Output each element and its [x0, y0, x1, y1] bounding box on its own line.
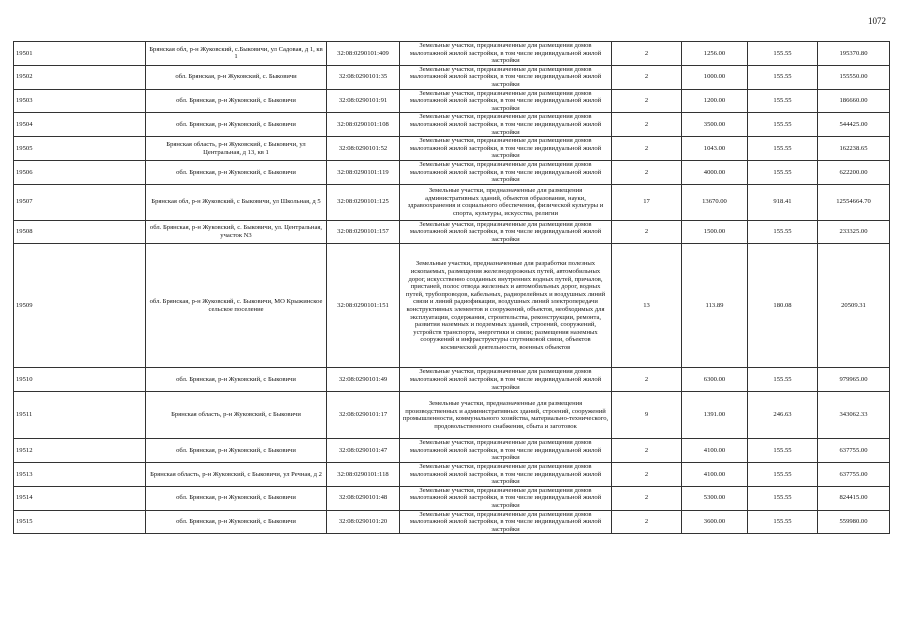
category-cell: 2 — [612, 486, 682, 510]
area-cell: 4000.00 — [682, 160, 748, 184]
area-cell: 13670.00 — [682, 184, 748, 220]
specific-value-cell: 155.55 — [748, 65, 818, 89]
cadastral-value-cell: 20509.31 — [818, 244, 890, 368]
address-cell: обл. Брянская, р-н Жуковский, с Быковичи — [146, 439, 327, 463]
table-row — [14, 244, 890, 368]
cadastral-number-cell: 32:08:0290101:409 — [327, 42, 400, 66]
land-use-description-cell: Земельные участки, предназначенные для размещения административных зданий, объектов образования, науки, здравоохранения и социального обеспечения, физической культуры и спорта, культуры, искусства, религии — [400, 184, 612, 220]
row-number: 19511 — [14, 392, 146, 439]
table-row — [14, 113, 890, 137]
area-cell: 6300.00 — [682, 368, 748, 392]
cadastral-number-cell: 32:08:0290101:157 — [327, 220, 400, 244]
address-cell: Брянская область, р-н Жуковский, с Быковичи, ул Речная, д 2 — [146, 463, 327, 487]
area-cell: 3500.00 — [682, 113, 748, 137]
specific-value-cell: 155.55 — [748, 510, 818, 534]
cadastral-number-cell: 32:08:0290101:91 — [327, 89, 400, 113]
address-cell: обл. Брянская, р-н Жуковский, с Быковичи — [146, 89, 327, 113]
land-use-description-cell: Земельные участки, предназначенные для размещения домов малоэтажной жилой застройки, в том числе индивидуальной жилой застройки — [400, 42, 612, 66]
category-cell: 2 — [612, 368, 682, 392]
row-number: 19512 — [14, 439, 146, 463]
cadastral-number-cell: 32:08:0290101:35 — [327, 65, 400, 89]
cadastral-number-cell: 32:08:0290101:119 — [327, 160, 400, 184]
area-cell: 1391.00 — [682, 392, 748, 439]
row-number: 19501 — [14, 42, 146, 66]
area-cell: 4100.00 — [682, 463, 748, 487]
land-use-description-cell: Земельные участки, предназначенные для размещения домов малоэтажной жилой застройки, в том числе индивидуальной жилой застройки — [400, 510, 612, 534]
row-number: 19502 — [14, 65, 146, 89]
specific-value-cell: 155.55 — [748, 160, 818, 184]
land-use-description-cell: Земельные участки, предназначенные для размещения домов малоэтажной жилой застройки, в том числе индивидуальной жилой застройки — [400, 113, 612, 137]
specific-value-cell: 155.55 — [748, 486, 818, 510]
area-cell: 1200.00 — [682, 89, 748, 113]
cadastral-value-cell: 637755.00 — [818, 463, 890, 487]
table-row — [14, 463, 890, 487]
address-cell: обл. Брянская, р-н Жуковский, с Быковичи — [146, 510, 327, 534]
cadastral-number-cell: 32:08:0290101:52 — [327, 137, 400, 161]
category-cell: 2 — [612, 439, 682, 463]
cadastral-number-cell: 32:08:0290101:108 — [327, 113, 400, 137]
land-use-description-cell: Земельные участки, предназначенные для размещения домов малоэтажной жилой застройки, в том числе индивидуальной жилой застройки — [400, 486, 612, 510]
table-row — [14, 392, 890, 439]
category-cell: 9 — [612, 392, 682, 439]
row-number: 19510 — [14, 368, 146, 392]
address-cell: обл. Брянская, р-н Жуковский, с. Быковичи, МО Крыжинское сельское поселение — [146, 244, 327, 368]
specific-value-cell: 246.63 — [748, 392, 818, 439]
specific-value-cell: 155.55 — [748, 42, 818, 66]
category-cell: 17 — [612, 184, 682, 220]
cadastral-number-cell: 32:08:0290101:47 — [327, 439, 400, 463]
specific-value-cell: 155.55 — [748, 89, 818, 113]
cadastral-value-cell: 979965.00 — [818, 368, 890, 392]
address-cell: обл. Брянская, р-н Жуковский, с Быковичи — [146, 486, 327, 510]
cadastral-number-cell: 32:08:0290101:20 — [327, 510, 400, 534]
cadastral-value-cell: 233325.00 — [818, 220, 890, 244]
cadastral-value-cell: 343062.33 — [818, 392, 890, 439]
cadastral-number-cell: 32:08:0290101:125 — [327, 184, 400, 220]
land-registry-table — [13, 41, 890, 534]
specific-value-cell: 155.55 — [748, 113, 818, 137]
cadastral-value-cell: 559980.00 — [818, 510, 890, 534]
row-number: 19505 — [14, 137, 146, 161]
land-use-description-cell: Земельные участки, предназначенные для размещения производственных и административных зданий, строений, сооружений промышленности, коммунального хозяйства, материально-технического, продовольственного снабжения, сбыта и заготовок — [400, 392, 612, 439]
category-cell: 2 — [612, 137, 682, 161]
page-number: 1072 — [868, 16, 886, 26]
category-cell: 2 — [612, 220, 682, 244]
cadastral-value-cell: 637755.00 — [818, 439, 890, 463]
specific-value-cell: 155.55 — [748, 137, 818, 161]
table-row — [14, 486, 890, 510]
area-cell: 1000.00 — [682, 65, 748, 89]
table-row — [14, 160, 890, 184]
land-use-description-cell: Земельные участки, предназначенные для размещения домов малоэтажной жилой застройки, в том числе индивидуальной жилой застройки — [400, 89, 612, 113]
address-cell: обл. Брянская, р-н Жуковский, с Быковичи — [146, 160, 327, 184]
row-number: 19503 — [14, 89, 146, 113]
area-cell: 5300.00 — [682, 486, 748, 510]
address-cell: Брянская область, р-н Жуковский, с Быковичи — [146, 392, 327, 439]
category-cell: 2 — [612, 510, 682, 534]
cadastral-number-cell: 32:08:0290101:49 — [327, 368, 400, 392]
address-cell: обл. Брянская, р-н Жуковский, с Быковичи — [146, 113, 327, 137]
cadastral-value-cell: 824415.00 — [818, 486, 890, 510]
cadastral-number-cell: 32:08:0290101:48 — [327, 486, 400, 510]
cadastral-value-cell: 622200.00 — [818, 160, 890, 184]
cadastral-value-cell: 12554664.70 — [818, 184, 890, 220]
row-number: 19504 — [14, 113, 146, 137]
cadastral-number-cell: 32:08:0290101:17 — [327, 392, 400, 439]
area-cell: 1256.00 — [682, 42, 748, 66]
category-cell: 2 — [612, 42, 682, 66]
row-number: 19507 — [14, 184, 146, 220]
table-row — [14, 220, 890, 244]
land-use-description-cell: Земельные участки, предназначенные для размещения домов малоэтажной жилой застройки, в том числе индивидуальной жилой застройки — [400, 439, 612, 463]
table-row — [14, 137, 890, 161]
category-cell: 13 — [612, 244, 682, 368]
row-number: 19514 — [14, 486, 146, 510]
land-use-description-cell: Земельные участки, предназначенные для размещения домов малоэтажной жилой застройки, в том числе индивидуальной жилой застройки — [400, 137, 612, 161]
category-cell: 2 — [612, 65, 682, 89]
address-cell: Брянская обл, р-н Жуковский, с Быковичи, ул Школьная, д 5 — [146, 184, 327, 220]
address-cell: обл. Брянская, р-н Жуковский, с Быковичи — [146, 368, 327, 392]
table-row — [14, 439, 890, 463]
row-number: 19513 — [14, 463, 146, 487]
cadastral-value-cell: 155550.00 — [818, 65, 890, 89]
land-use-description-cell: Земельные участки, предназначенные для разработки полезных ископаемых, размещения железнодорожных путей, автомобильных дорог, искусственно созданных внутренних водных путей, причалов, пристаней, полос отвода железных и автомобильных дорог, водных путей, трубопроводов, кабельных, радиорелейных и воздушных линий связи и линий радиофикации, воздушных линий электропередачи конструктивных элементов и сооружений, объектов, необходимых для эксплуатации, содержания, строительства, реконструкции, ремонта, развития наземных и подземных зданий, строений, сооружений, устройств транспорта, энергетики и связи; размещения наземных сооружений и инфраструктуры спутниковой связи, объектов космической деятельности, военных объектов — [400, 244, 612, 368]
specific-value-cell: 155.55 — [748, 439, 818, 463]
area-cell: 113.89 — [682, 244, 748, 368]
category-cell: 2 — [612, 89, 682, 113]
specific-value-cell: 155.55 — [748, 220, 818, 244]
land-use-description-cell: Земельные участки, предназначенные для размещения домов малоэтажной жилой застройки, в том числе индивидуальной жилой застройки — [400, 463, 612, 487]
land-use-description-cell: Земельные участки, предназначенные для размещения домов малоэтажной жилой застройки, в том числе индивидуальной жилой застройки — [400, 368, 612, 392]
land-use-description-cell: Земельные участки, предназначенные для размещения домов малоэтажной жилой застройки, в том числе индивидуальной жилой застройки — [400, 65, 612, 89]
table-row — [14, 65, 890, 89]
specific-value-cell: 155.55 — [748, 368, 818, 392]
land-use-description-cell: Земельные участки, предназначенные для размещения домов малоэтажной жилой застройки, в том числе индивидуальной жилой застройки — [400, 160, 612, 184]
category-cell: 2 — [612, 463, 682, 487]
specific-value-cell: 918.41 — [748, 184, 818, 220]
row-number: 19515 — [14, 510, 146, 534]
cadastral-number-cell: 32:08:0290101:118 — [327, 463, 400, 487]
address-cell: Брянская обл, р-н Жуковский, с.Быковичи, ул Садовая, д 1, кв 1 — [146, 42, 327, 66]
cadastral-value-cell: 195370.80 — [818, 42, 890, 66]
table-row — [14, 89, 890, 113]
specific-value-cell: 180.08 — [748, 244, 818, 368]
area-cell: 4100.00 — [682, 439, 748, 463]
cadastral-number-cell: 32:08:0290101:151 — [327, 244, 400, 368]
cadastral-value-cell: 186660.00 — [818, 89, 890, 113]
table-row — [14, 368, 890, 392]
category-cell: 2 — [612, 160, 682, 184]
address-cell: Брянская область, р-н Жуковский, с Быковичи, ул Центральная, д 13, кв 1 — [146, 137, 327, 161]
row-number: 19506 — [14, 160, 146, 184]
area-cell: 1043.00 — [682, 137, 748, 161]
area-cell: 1500.00 — [682, 220, 748, 244]
row-number: 19508 — [14, 220, 146, 244]
land-use-description-cell: Земельные участки, предназначенные для размещения домов малоэтажной жилой застройки, в том числе индивидуальной жилой застройки — [400, 220, 612, 244]
cadastral-value-cell: 544425.00 — [818, 113, 890, 137]
address-cell: обл. Брянская, р-н Жуковский, с. Быковичи, ул. Центральная, участок N3 — [146, 220, 327, 244]
table-row — [14, 42, 890, 66]
cadastral-value-cell: 162238.65 — [818, 137, 890, 161]
area-cell: 3600.00 — [682, 510, 748, 534]
table-row — [14, 184, 890, 220]
category-cell: 2 — [612, 113, 682, 137]
specific-value-cell: 155.55 — [748, 463, 818, 487]
address-cell: обл. Брянская, р-н Жуковский, с. Быковичи — [146, 65, 327, 89]
table-row — [14, 510, 890, 534]
row-number: 19509 — [14, 244, 146, 368]
